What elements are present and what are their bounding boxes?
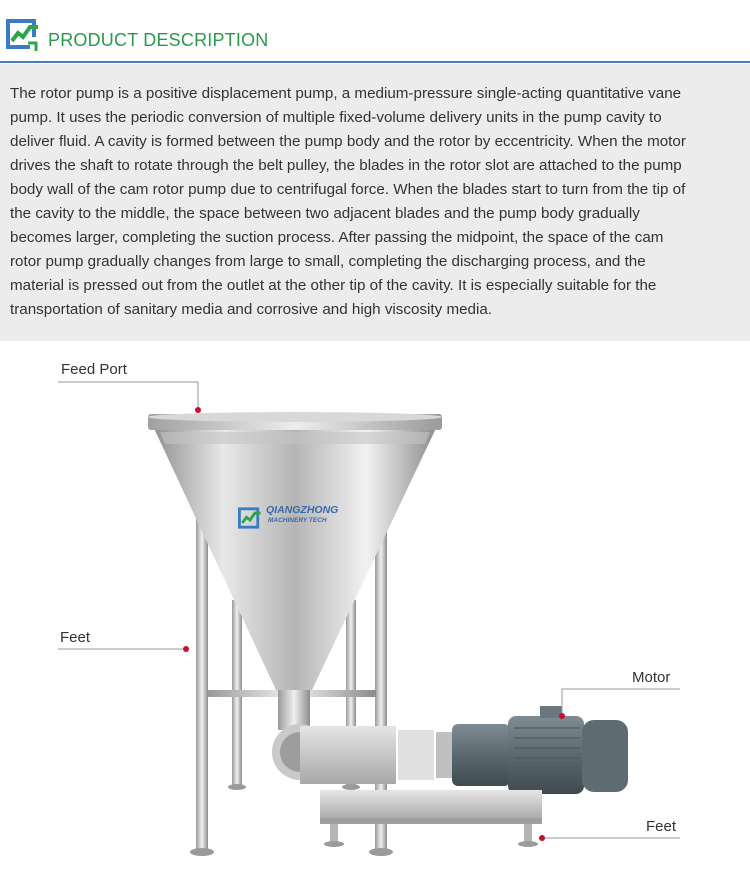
description-line: The rotor pump is a positive displacement pump, a medium-pressure single-acting quantitative vane bbox=[10, 85, 682, 102]
description-line: transportation of sanitary media and corrosive and high viscosity media. bbox=[10, 301, 493, 318]
description-line: drives the shaft to rotate through the belt pulley, the blades in the rotor slot are attached to the pump bbox=[10, 157, 682, 174]
callout-feed-port: Feed Port bbox=[61, 361, 127, 378]
description-line: body wall of the cam rotor pump due to centrifugal force. When the blades start to turn from the tip of bbox=[10, 181, 686, 198]
watermark-brand: QIANGZHONG bbox=[266, 504, 339, 516]
description-line: becomes larger, completing the suction process. After passing the midpoint, the space of the cam bbox=[10, 229, 664, 246]
description-line: material is pressed out from the outlet at the other tip of the cavity. It is especially suitable for the bbox=[10, 277, 657, 294]
description-line: pump. It uses the periodic conversion of multiple fixed-volume delivery units in the pump cavity to bbox=[10, 109, 662, 126]
section-title: PRODUCT DESCRIPTION bbox=[48, 30, 269, 50]
watermark-sub: MACHINERY TECH bbox=[268, 517, 327, 524]
brand-logo-icon bbox=[6, 17, 40, 51]
callout-dot-feet-left bbox=[183, 646, 189, 652]
section-header bbox=[0, 0, 750, 62]
callout-dot-feet-right bbox=[539, 835, 545, 841]
callout-feet-right: Feet bbox=[646, 818, 677, 835]
description-line: deliver fluid. A cavity is formed between the pump body and the rotor by eccentricity. When the motor bbox=[10, 133, 686, 150]
callout-lines bbox=[0, 345, 750, 873]
header-divider bbox=[0, 61, 750, 63]
description-line: the cavity to the middle, the space between two adjacent blades and the pump body gradually bbox=[10, 205, 640, 222]
description-text bbox=[10, 82, 725, 322]
callout-feet-left: Feet bbox=[60, 629, 91, 646]
callout-dot-feed-port bbox=[195, 407, 201, 413]
description-line: rotor pump gradually changes from large to small, completing the discharging process, and the bbox=[10, 253, 646, 270]
callout-dot-motor bbox=[559, 713, 565, 719]
callout-motor: Motor bbox=[632, 669, 671, 686]
